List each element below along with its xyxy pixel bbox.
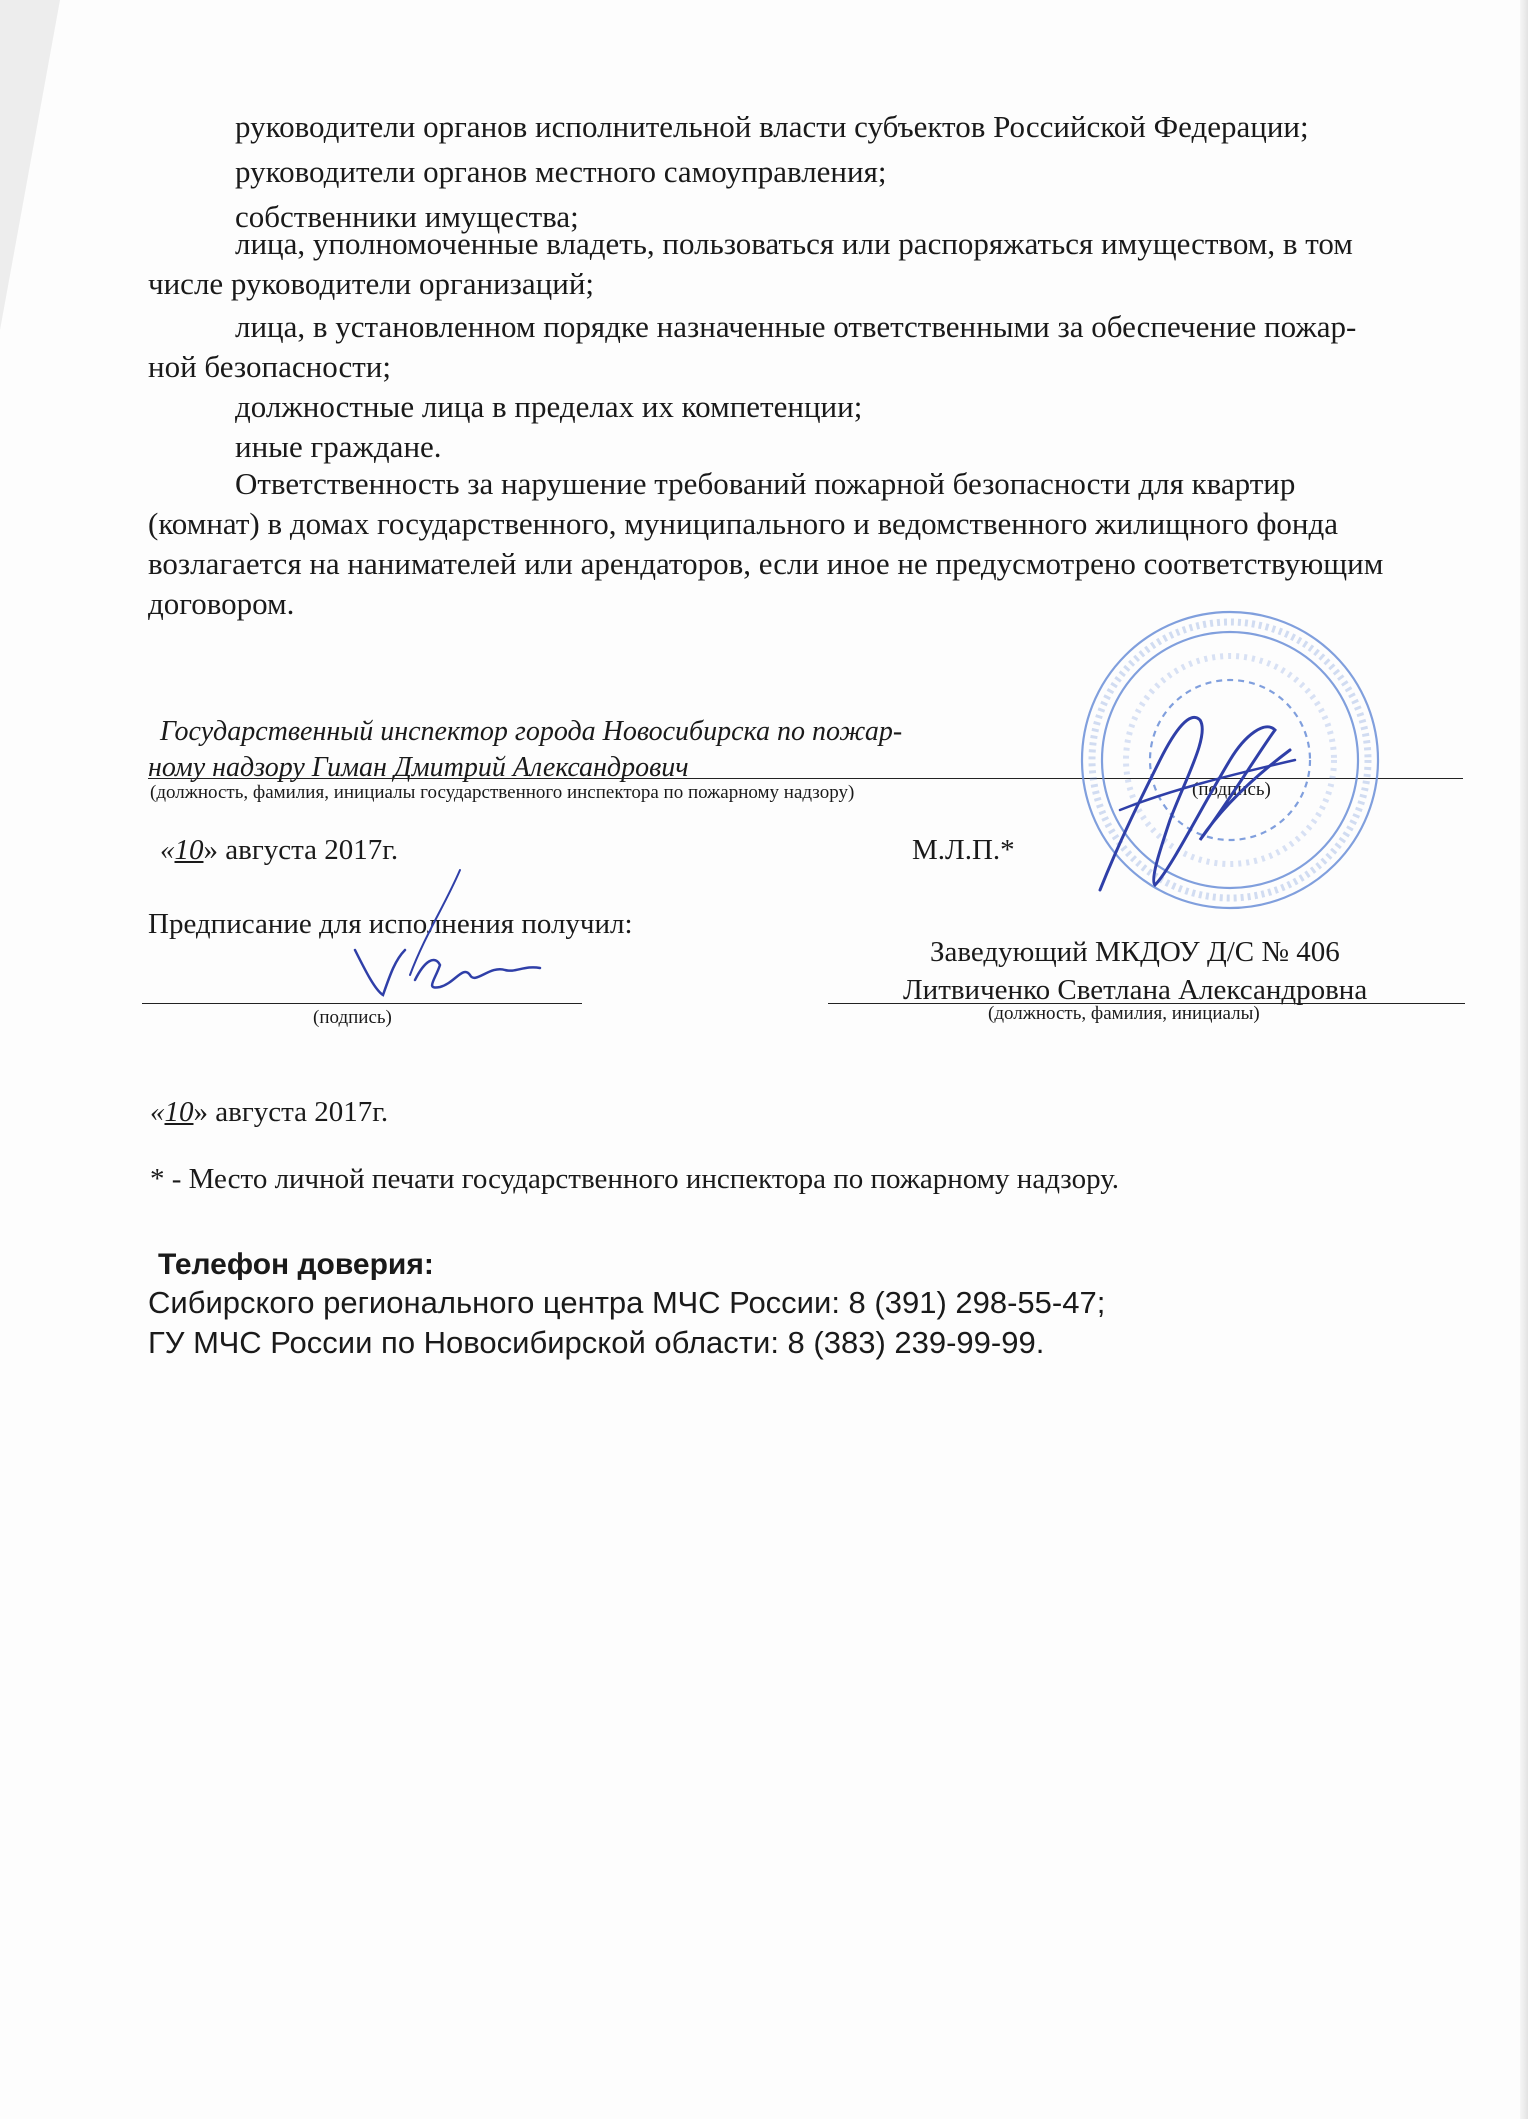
recipient-position: Заведующий МКДОУ Д/С № 406	[930, 936, 1340, 968]
inspector-name-line2: ному надзору Гиман Дмитрий Александрович	[148, 752, 689, 783]
text-line: лица, в установленном порядке назначенные ответственными за обеспечение пожар-	[235, 309, 1357, 344]
seal-label: М.Л.П.*	[912, 834, 1015, 866]
page-corner-shadow	[0, 0, 60, 330]
text-line: руководители органов исполнительной власти субъектов Российской Федерации;	[235, 109, 1309, 144]
text-line: договором.	[148, 586, 295, 621]
date-day: 10	[174, 834, 204, 866]
text-line: собственники имущества;	[235, 199, 579, 234]
hotline-title: Телефон доверия:	[158, 1248, 434, 1281]
recipient-name: Литвиченко Светлана Александровна	[903, 974, 1368, 1006]
date-day: 10	[164, 1096, 194, 1128]
text-line: (комнат) в домах государственного, муниципального и ведомственного жилищного фонда	[148, 506, 1339, 541]
text-line: Ответственность за нарушение требований пожарной безопасности для квартир	[235, 466, 1296, 501]
text-line: должностные лица в пределах их компетенции;	[235, 389, 863, 424]
date-rest: » августа 2017г.	[193, 1096, 389, 1128]
inspector-name-line1: Государственный инспектор города Новосибирска по пожар-	[160, 716, 903, 747]
recipient-heading: Предписание для исполнения получил:	[148, 908, 633, 940]
date-rest: » августа 2017г.	[203, 834, 399, 866]
text-line: руководители органов местного самоуправления;	[235, 154, 887, 189]
date-open-quote: «	[150, 1096, 165, 1128]
hotline-line1: Сибирского регионального центра МЧС России: 8 (391) 298-55-47;	[148, 1285, 1106, 1320]
text-line: возлагается на нанимателей или арендаторов, если иное не предусмотрено соответствующим	[148, 546, 1384, 581]
inspector-signature-caption: (подпись)	[1192, 779, 1271, 800]
date-open-quote: «	[160, 834, 175, 866]
text-line: иные граждане.	[235, 429, 442, 464]
footnote: * - Место личной печати государственного инспектора по пожарному надзору.	[150, 1163, 1120, 1195]
hotline-line2: ГУ МЧС России по Новосибирской области: 8 (383) 239-99-99.	[148, 1325, 1045, 1360]
inspector-signature	[1080, 690, 1300, 900]
inspector-caption: (должность, фамилия, инициалы государственного инспектора по пожарному надзору)	[150, 782, 855, 803]
recipient-position-caption: (должность, фамилия, инициалы)	[988, 1003, 1260, 1024]
recipient-signature-caption: (подпись)	[313, 1007, 392, 1028]
text-line: числе руководители организаций;	[148, 266, 595, 301]
recipient-date	[150, 1090, 388, 1134]
text-line: лица, уполномоченные владеть, пользоваться или распоряжаться имуществом, в том	[235, 226, 1353, 261]
recipient-signature	[345, 865, 545, 1005]
page-edge-shadow	[1520, 0, 1528, 2119]
text-line: ной безопасности;	[148, 349, 391, 384]
